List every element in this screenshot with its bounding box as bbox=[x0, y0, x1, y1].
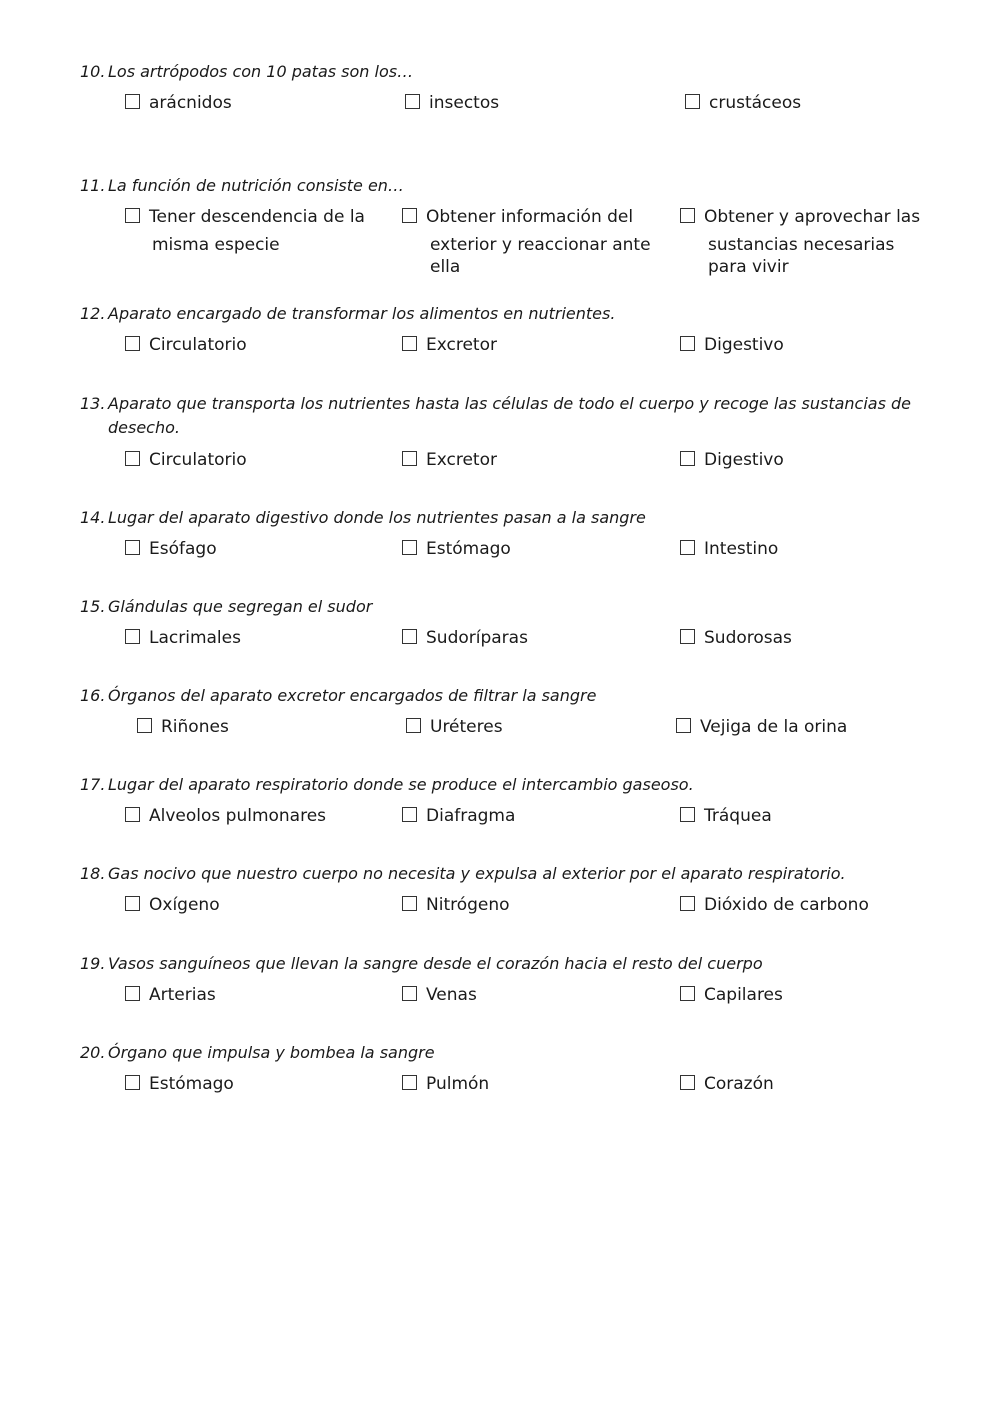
option-label: arácnidos bbox=[149, 93, 232, 113]
checkbox[interactable] bbox=[685, 94, 700, 109]
option-label: Diafragma bbox=[426, 806, 516, 826]
checkbox[interactable] bbox=[680, 896, 695, 911]
question-text: 19. Vasos sanguíneos que llevan la sangre desde el corazón hacia el resto del cuerpo bbox=[80, 954, 763, 973]
question-text: 10. Los artrópodos con 10 patas son los… bbox=[80, 62, 414, 81]
option-label: Alveolos pulmonares bbox=[149, 806, 327, 826]
option-label: Pulmón bbox=[426, 1074, 490, 1094]
option-label: Lacrimales bbox=[149, 628, 241, 648]
checkbox[interactable] bbox=[402, 1075, 417, 1090]
checkbox[interactable] bbox=[406, 718, 421, 733]
checkbox[interactable] bbox=[680, 807, 695, 822]
checkbox[interactable] bbox=[680, 451, 695, 466]
option-label: Estómago bbox=[426, 539, 511, 559]
question-text-continuation: desecho. bbox=[108, 418, 180, 437]
option-label: crustáceos bbox=[709, 93, 802, 113]
checkbox[interactable] bbox=[402, 336, 417, 351]
checkbox[interactable] bbox=[402, 896, 417, 911]
option-label: Tráquea bbox=[704, 806, 772, 826]
option-label: Excretor bbox=[426, 335, 497, 355]
checkbox[interactable] bbox=[680, 1075, 695, 1090]
option-label: Venas bbox=[426, 985, 477, 1005]
checkbox[interactable] bbox=[125, 540, 140, 555]
question-text: 12. Aparato encargado de transformar los alimentos en nutrientes. bbox=[80, 304, 616, 323]
option-label: Intestino bbox=[704, 539, 779, 559]
option-label: Oxígeno bbox=[149, 895, 220, 915]
checkbox[interactable] bbox=[125, 986, 140, 1001]
option-label: Corazón bbox=[704, 1074, 774, 1094]
checkbox[interactable] bbox=[125, 807, 140, 822]
question-text: 11. La función de nutrición consiste en… bbox=[80, 176, 404, 195]
checkbox[interactable] bbox=[680, 208, 695, 223]
question-text: 17. Lugar del aparato respiratorio donde se produce el intercambio gaseoso. bbox=[80, 775, 694, 794]
option-label: Dióxido de carbono bbox=[704, 895, 869, 915]
question-text: 16. Órganos del aparato excretor encargados de filtrar la sangre bbox=[80, 686, 597, 705]
option-label: Sudoríparas bbox=[426, 628, 528, 648]
option-label: Esófago bbox=[149, 539, 217, 559]
option-label: Digestivo bbox=[704, 450, 784, 470]
option-label: Vejiga de la orina bbox=[700, 717, 848, 737]
checkbox[interactable] bbox=[402, 807, 417, 822]
option-label: Uréteres bbox=[430, 717, 503, 737]
question-text: 18. Gas nocivo que nuestro cuerpo no necesita y expulsa al exterior por el aparato respiratorio. bbox=[80, 864, 846, 883]
checkbox[interactable] bbox=[676, 718, 691, 733]
checkbox[interactable] bbox=[125, 629, 140, 644]
checkbox[interactable] bbox=[125, 94, 140, 109]
checkbox[interactable] bbox=[680, 540, 695, 555]
question-text: 13. Aparato que transporta los nutrientes hasta las células de todo el cuerpo y recoge las sustancias de bbox=[80, 394, 912, 413]
option-label: Excretor bbox=[426, 450, 497, 470]
checkbox[interactable] bbox=[125, 896, 140, 911]
option-label: Nitrógeno bbox=[426, 895, 510, 915]
checkbox[interactable] bbox=[680, 336, 695, 351]
checkbox[interactable] bbox=[125, 1075, 140, 1090]
option-label: Estómago bbox=[149, 1074, 234, 1094]
option-label: Circulatorio bbox=[149, 450, 247, 470]
checkbox[interactable] bbox=[402, 451, 417, 466]
checkbox[interactable] bbox=[402, 540, 417, 555]
question-text: 20. Órgano que impulsa y bombea la sangre bbox=[80, 1043, 435, 1062]
option-label: Riñones bbox=[161, 717, 229, 737]
option-label: Sudorosas bbox=[704, 628, 792, 648]
checkbox[interactable] bbox=[125, 208, 140, 223]
checkbox[interactable] bbox=[402, 986, 417, 1001]
option-label: Digestivo bbox=[704, 335, 784, 355]
checkbox[interactable] bbox=[402, 208, 417, 223]
checkbox[interactable] bbox=[125, 336, 140, 351]
checkbox[interactable] bbox=[402, 629, 417, 644]
option-label: Arterias bbox=[149, 985, 216, 1005]
checkbox[interactable] bbox=[125, 451, 140, 466]
option-label: Capilares bbox=[704, 985, 783, 1005]
checkbox[interactable] bbox=[405, 94, 420, 109]
question-text: 14. Lugar del aparato digestivo donde los nutrientes pasan a la sangre bbox=[80, 508, 646, 527]
question-text: 15. Glándulas que segregan el sudor bbox=[80, 597, 373, 616]
checkbox[interactable] bbox=[137, 718, 152, 733]
option-label: insectos bbox=[429, 93, 500, 113]
option-label: Circulatorio bbox=[149, 335, 247, 355]
checkbox[interactable] bbox=[680, 986, 695, 1001]
checkbox[interactable] bbox=[680, 629, 695, 644]
